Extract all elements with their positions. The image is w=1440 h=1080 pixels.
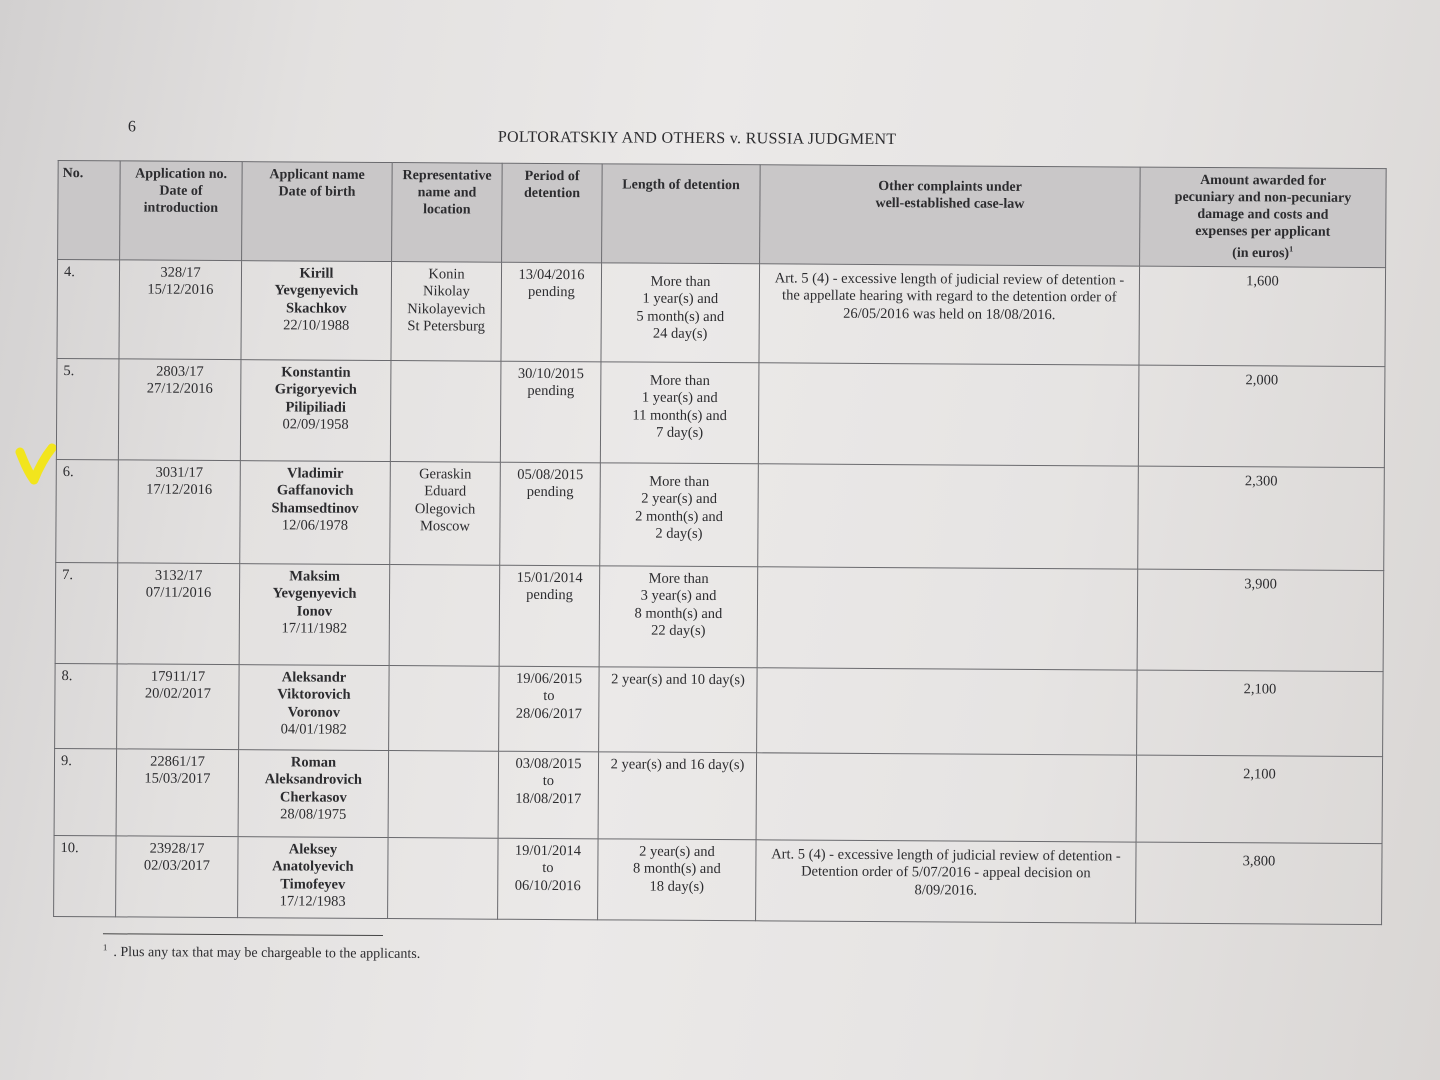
cell-length: More than 2 year(s) and 2 month(s) and 2 day(s) [600, 462, 759, 566]
cell-no: 5. [56, 358, 119, 459]
cell-period: 13/04/2016 pending [501, 262, 602, 362]
running-title: POLTORATSKIY AND OTHERS v. RUSSIA JUDGMENT [497, 128, 897, 149]
cell-representative [390, 360, 501, 462]
cell-amount: 1,600 [1139, 266, 1386, 367]
footnote-divider [103, 933, 383, 936]
cell-no: 7. [55, 562, 118, 663]
cell-application: 23928/17 02/03/2017 [116, 836, 238, 918]
cell-period: 19/06/2015 to 28/06/2017 [499, 666, 600, 752]
cell-representative: Geraskin Eduard Olegovich Moscow [390, 461, 501, 565]
cell-application: 328/17 15/12/2016 [119, 260, 242, 360]
cell-amount: 2,300 [1138, 466, 1385, 571]
cell-application: 2803/17 27/12/2016 [118, 359, 241, 461]
cell-period: 19/01/2014 to 06/10/2016 [498, 838, 598, 920]
cell-no: 9. [54, 748, 117, 835]
cell-length: More than 1 year(s) and 11 month(s) and 7 day(s) [600, 361, 759, 463]
page-number: 6 [127, 118, 136, 136]
cell-representative: Konin Nikolay Nikolayevich St Petersburg [391, 261, 502, 361]
cell-amount: 2,100 [1136, 755, 1383, 844]
cell-other-complaints [757, 566, 1138, 669]
cell-other-complaints: Art. 5 (4) - excessive length of judicial review of detention - Detention order of 5/07/2016 - appeal decision on 8/09/2016. [756, 839, 1136, 922]
cell-period: 05/08/2015 pending [500, 462, 601, 566]
header-amount: Amount awarded for pecuniary and non-pecuniary damage and costs and expenses per applicant (in euros)$^1$ [1140, 167, 1387, 267]
cell-other-complaints [757, 667, 1138, 754]
cell-period: 15/01/2014 pending [499, 565, 600, 667]
cell-length: More than 1 year(s) and 5 month(s) and 24 day(s) [601, 262, 760, 362]
cell-no: 8. [55, 663, 118, 748]
cell-application: 17911/17 20/02/2017 [117, 664, 240, 750]
cell-length: 2 year(s) and 8 month(s) and 18 day(s) [598, 838, 756, 920]
header-application: Application no. Date of introduction [120, 161, 243, 260]
table-row [56, 358, 1385, 467]
header-length: Length of detention [602, 164, 761, 264]
table-row [55, 663, 1383, 756]
footnote [103, 942, 420, 963]
cell-application: 22861/17 15/03/2017 [116, 749, 239, 837]
cell-applicant: Aleksey Anatolyevich Timofeyev 17/12/1983 [238, 836, 388, 918]
header-period: Period of detention [502, 163, 603, 262]
table-row [54, 748, 1383, 843]
footnote-text: . Plus any tax that may be chargeable to the applicants. [113, 945, 421, 962]
cell-amount: 2,100 [1137, 670, 1384, 757]
table-row [57, 259, 1386, 366]
footnote-marker: 1 [102, 942, 108, 953]
table-row [55, 562, 1384, 671]
cell-amount: 2,000 [1138, 365, 1385, 468]
header-representative: Representative name and location [392, 163, 503, 262]
cell-other-complaints [758, 463, 1139, 568]
cell-applicant: Roman Aleksandrovich Cherkasov 28/08/1975 [238, 749, 389, 837]
applicants-table [53, 160, 1387, 925]
page-content [58, 110, 1386, 962]
cell-period: 03/08/2015 to 18/08/2017 [498, 751, 599, 839]
cell-amount: 3,800 [1136, 842, 1382, 925]
cell-representative [388, 837, 498, 919]
cell-length: More than 3 year(s) and 8 month(s) and 22 day(s) [599, 565, 758, 667]
cell-applicant: Konstantin Grigoryevich Pilipiliadi 02/09/1958 [240, 359, 391, 461]
cell-representative [389, 665, 500, 751]
header-no: No. [58, 161, 121, 260]
cell-other-complaints [756, 752, 1137, 841]
cell-no: 4. [57, 259, 120, 358]
table-row [56, 459, 1385, 570]
cell-other-complaints: Art. 5 (4) - excessive length of judicial review of detention - the appellate hearing with regard to the detention order of 26/05/2016 was held on 18/08/2016. [759, 263, 1140, 364]
cell-applicant: Vladimir Gaffanovich Shamsedtinov 12/06/1978 [240, 460, 391, 564]
cell-length: 2 year(s) and 16 day(s) [598, 751, 757, 839]
header-other: Other complaints under well-established case-law [760, 165, 1141, 266]
cell-amount: 3,900 [1137, 569, 1384, 672]
cell-applicant: Kirill Yevgenyevich Skachkov 22/10/1988 [241, 260, 392, 360]
cell-no: 10. [54, 835, 116, 916]
cell-representative [388, 750, 499, 838]
cell-application: 3132/17 07/11/2016 [117, 563, 240, 665]
cell-other-complaints [758, 362, 1139, 465]
header-applicant: Applicant name Date of birth [242, 162, 393, 262]
cell-no: 6. [56, 459, 119, 562]
table-row [54, 835, 1382, 924]
cell-applicant: Maksim Yevgenyevich Ionov 17/11/1982 [239, 563, 390, 665]
table-header-row [58, 161, 1387, 268]
footnote-ref: 1 [1289, 244, 1294, 254]
checkmark-highlighter-icon [14, 440, 56, 486]
cell-application: 3031/17 17/12/2016 [118, 460, 241, 564]
cell-applicant: Aleksandr Viktorovich Voronov 04/01/1982 [239, 664, 390, 750]
cell-representative [389, 564, 500, 666]
cell-length: 2 year(s) and 10 day(s) [599, 666, 758, 752]
cell-period: 30/10/2015 pending [500, 361, 601, 463]
